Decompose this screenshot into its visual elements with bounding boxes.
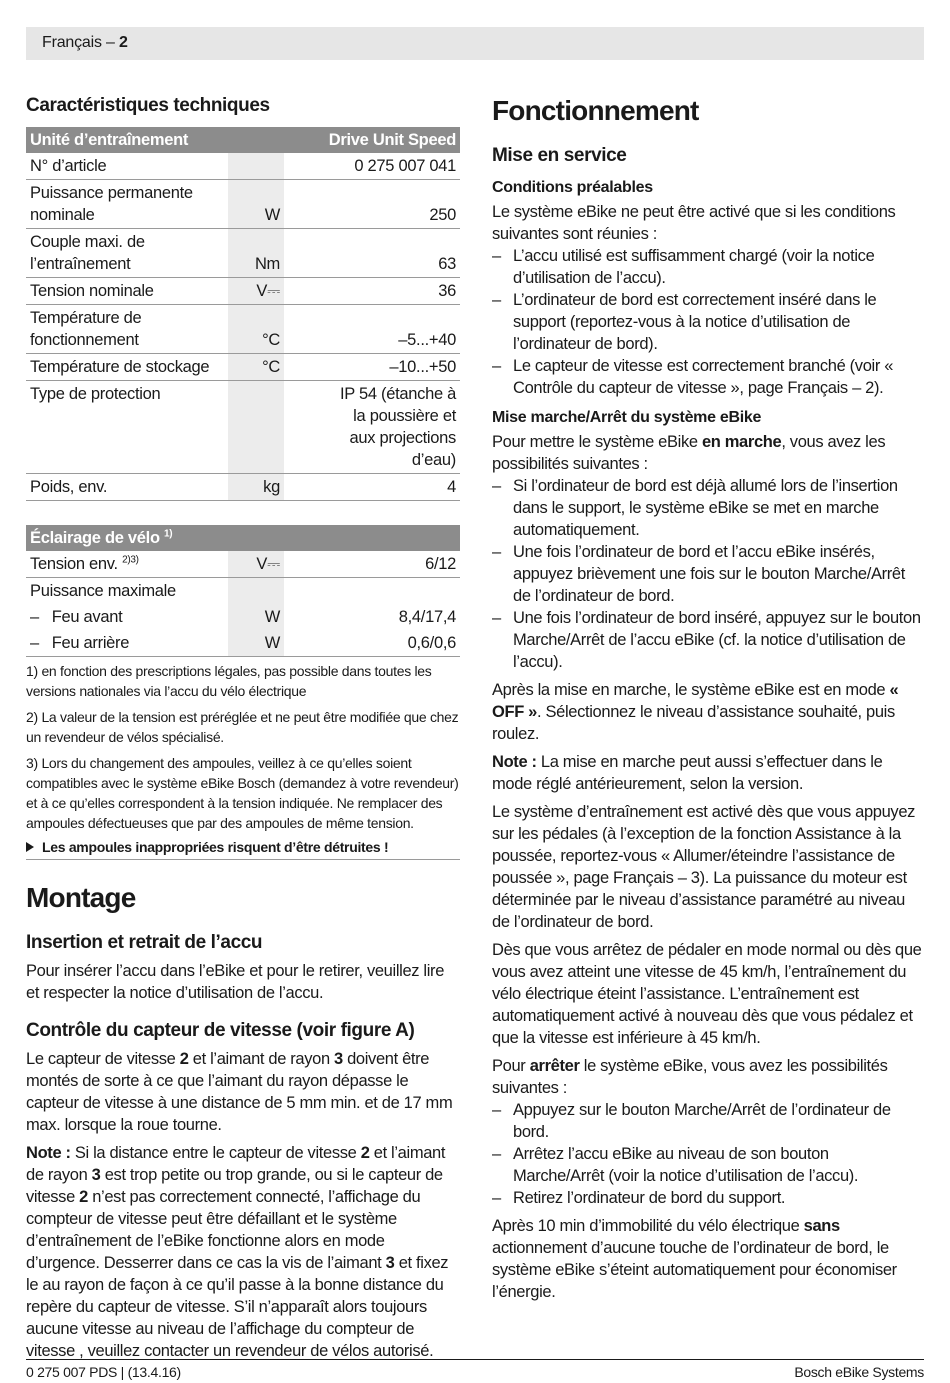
footnote: 3) Lors du changement des ampoules, veillez à ce qu’elles soient compatibles avec le système eBike Bosch (demandez à votre revendeur) et à ce qu’elles correspondent à la tension indiquée. Ne remplacer des ampoules défectueuses que par des ampoules de même tension. [26,755,459,831]
table-head-label: Éclairage de vélo $^{1)}$ [26,525,228,551]
list-item: – Si l’ordinateur de bord est déjà allumé lors de l’insertion dans le support, le système eBike se met en marche automatiquement. [492,475,924,541]
on-intro: Pour mettre le système eBike en marche, vous avez les possibilités suivantes : [492,433,886,473]
tech-specs-title: Caractéristiques techniques [26,95,270,116]
list-item: – Retirez l’ordinateur de bord du support. [492,1187,924,1209]
service-title: Mise en service [492,145,627,166]
header-label: Français – 2 [42,34,128,51]
list-item: – L’accu utilisé est suffisamment chargé (voir la notice d’utilisation de l’accu). [492,245,924,289]
drive-active-text: Le système d’entraînement est activé dès que vous appuyez sur les pédales (à l’exception de la fonction Assistance à la poussée, reportez-vous « Allumer/éteindre l’assistance de poussée », page Français – 3). La puissance du moteur est déterminée par le niveau d’assistance paramétré au niveau de l’ordinateur de bord. [492,803,916,931]
on-options-list [492,475,924,673]
page-header [26,27,924,60]
accu-text: Pour insérer l’accu dans l’eBike et pour le retirer, veuillez lire et respecter la notice d’utilisation de l’accu. [26,962,445,1002]
onoff-title: Mise marche/Arrêt du système eBike [492,409,762,426]
accu-title: Insertion et retrait de l’accu [26,932,263,953]
left-column [26,95,460,1362]
table-row: Température de fonctionnement °C –5...+40 [26,305,460,354]
footnote: 1) en fonction des prescriptions légales, pas possible dans toutes les versions nationales via l’accu du vélo électrique [26,663,432,699]
montage-title: Montage [26,882,136,913]
warning-note: Les ampoules inappropriées risquent d’être détruites ! [26,837,460,860]
list-item: – Appuyez sur le bouton Marche/Arrêt de l’ordinateur de bord. [492,1099,924,1143]
table-row: Tension env. $^{2)3)}$ V⎓ 6/12 [26,551,460,578]
footer-divider [26,1359,924,1360]
list-item: – L’ordinateur de bord est correctement inséré dans le support (reportez-vous à la notice d’utilisation de l’ordinateur de bord). [492,289,924,355]
list-item: – Arrêtez l’accu eBike au niveau de son bouton Marche/Arrêt (voir la notice d’utilisation de l’accu). [492,1143,924,1187]
stop-pedal-text: Dès que vous arrêtez de pédaler en mode normal ou dès que vous avez atteint une vitesse de 45 km/h, l’entraînement du vélo électrique éteint l’assistance. L’entraînement est automatiquement activé à nouveau dès que vous pédalez et que la vitesse est inférieure à 45 km/h. [492,941,922,1047]
table-row: Couple maxi. de l’entraînement Nm 63 [26,229,460,278]
table-row: Poids, env. kg 4 [26,474,460,501]
right-column [492,95,924,1303]
drive-unit-table [26,127,460,501]
table-row: Puissance maximale [26,578,460,605]
warning-triangle-icon [26,842,34,852]
sensor-paragraph-2: Note : Si la distance entre le capteur de vitesse 2 et l’aimant de rayon 3 est trop petite ou trop grande, ou si le capteur de vitesse 2 n’est pas correctement connecté, l’affichage du compteur de vitesse peut être défaillant et le système d’entraînement de l’eBike fonctionne alors en mode d’urgence. Desserrer dans ce cas la vis de l’aimant 3 et fixez le au rayon de façon à ce qu’il passe à la bonne distance du repère du capteur de vitesse. S’il n’apparaît alors toujours aucune vitesse au niveau de l’affichage du compteur de vitesse , veuillez contacter un revendeur de vélos autorisé. [26,1144,449,1360]
note-on-text: Note : La mise en marche peut aussi s’effectuer dans le mode réglé antérieurement, selon la version. [492,753,883,793]
table-row: N° d’article 0 275 007 041 [26,153,460,180]
table-head-value: Drive Unit Speed [284,127,460,153]
table-row: Tension nominale V⎓ 36 [26,278,460,305]
sensor-paragraph-1: Le capteur de vitesse 2 et l’aimant de rayon 3 doivent être montés de sorte à ce que l’aimant du rayon dépasse le capteur de vitesse à une distance de 5 mm min. et de 17 mm max. lorsque la roue tourne. [26,1050,453,1134]
after-on-text: Après la mise en marche, le système eBike est en mode « OFF ». Sélectionnez le niveau d’assistance souhaité, puis roulez. [492,681,899,743]
table-row: Type de protection IP 54 (étanche à la poussière et aux projections d’eau) [26,381,460,474]
table-row: – Feu arrière W 0,6/0,6 [26,630,460,657]
lighting-table [26,525,460,657]
conditions-title: Conditions préalables [492,179,653,196]
conditions-list [492,245,924,399]
off-intro: Pour arrêter le système eBike, vous avez les possibilités suivantes : [492,1057,888,1097]
fonctionnement-title: Fonctionnement [492,95,699,126]
sensor-title: Contrôle du capteur de vitesse (voir figure A) [26,1020,415,1041]
table-row: Température de stockage °C –10...+50 [26,354,460,381]
footer-brand: Bosch eBike Systems [794,1364,924,1380]
conditions-intro: Le système eBike ne peut être activé que si les conditions suivantes sont réunies : [492,203,896,243]
list-item: – Le capteur de vitesse est correctement branché (voir « Contrôle du capteur de vitesse », page Français – 2). [492,355,924,399]
footer-doc-id: 0 275 007 PDS | (13.4.16) [26,1364,181,1380]
off-options-list [492,1099,924,1209]
table-row: Puissance permanente nominale W 250 [26,180,460,229]
footnote: 2) La valeur de la tension est préréglée et ne peut être modifiée que chez un revendeur de vélos spécialisé. [26,709,459,745]
table-head-label: Unité d’entraînement [26,127,228,153]
list-item: – Une fois l’ordinateur de bord inséré, appuyez sur le bouton Marche/Arrêt de l’accu eBike (cf. la notice d’utilisation de l’accu). [492,607,924,673]
auto-off-text: Après 10 min d’immobilité du vélo électrique sans actionnement d’aucune touche de l’ordinateur de bord, le système eBike s’éteint automatiquement pour économiser l’énergie. [492,1217,897,1301]
list-item: – Une fois l’ordinateur de bord et l’accu eBike insérés, appuyez brièvement une fois sur le bouton Marche/Arrêt de l’ordinateur de bord. [492,541,924,607]
table-row: – Feu avant W 8,4/17,4 [26,604,460,630]
